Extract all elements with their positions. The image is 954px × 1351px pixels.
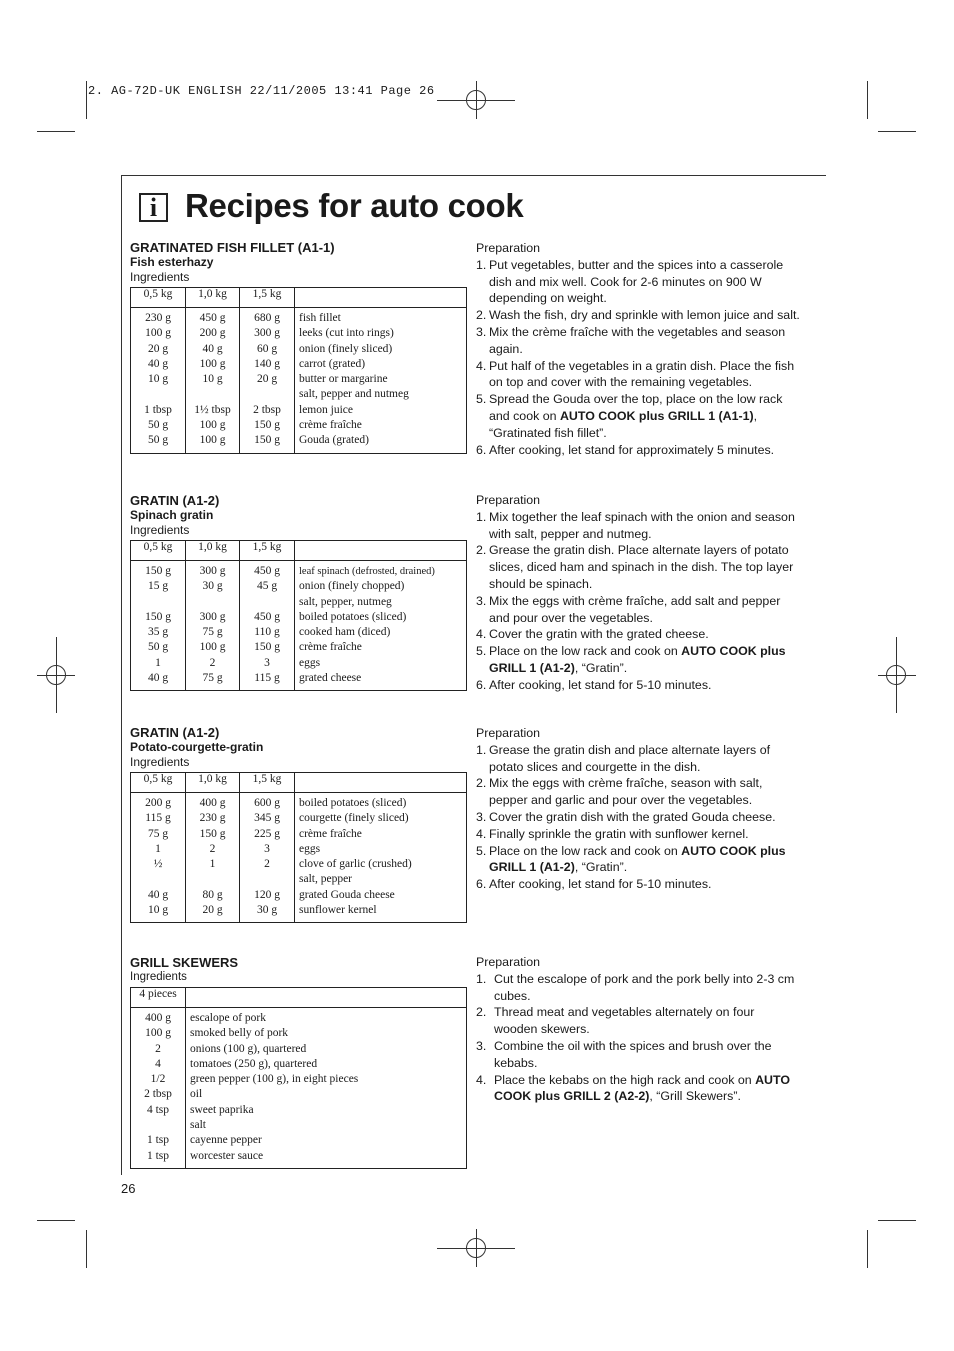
list-item: 3. Cover the gratin dish with the grated Gouda cheese. [476, 809, 776, 824]
list-item: 2. Mix the eggs with crème fraîche, season with salt, pepper and garlic and pour over the vegetables. [476, 776, 763, 808]
column-header [295, 541, 467, 561]
recipe-title: GRATIN (A1-2) [130, 493, 220, 508]
list-item: 4. Put half of the vegetables in a gratin dish. Place the fish on top and cover with the remaining vegetables. [476, 358, 795, 390]
table-row: 1 tsp cayenne pepper [131, 1133, 467, 1148]
column-header: 0,5 kg [131, 773, 186, 793]
table-row: 35 g 75 g 110 g cooked ham (diced) [131, 625, 467, 640]
recipe-subtitle: Potato-courgette-gratin [130, 740, 264, 754]
preparation-steps [476, 954, 801, 1105]
table-row: 1 tbsp 1½ tbsp 2 tbsp lemon juice [131, 403, 467, 418]
table-row: 115 g 230 g 345 g courgette (finely sliced) [131, 811, 467, 826]
table-row: 40 g 80 g 120 g grated Gouda cheese [131, 888, 467, 903]
table-row: 2 onions (100 g), quartered [131, 1042, 467, 1057]
list-item: 3. Combine the oil with the spices and brush over the kebabs. [476, 1038, 772, 1070]
crop-mark [86, 81, 87, 119]
table-row: 75 g 150 g 225 g crème fraîche [131, 827, 467, 842]
crop-mark [878, 1220, 916, 1221]
column-header [186, 988, 467, 1008]
recipe-title: GRATINATED FISH FILLET (A1-1) [130, 240, 335, 255]
table-row: 1 2 3 eggs [131, 656, 467, 671]
column-header [295, 773, 467, 793]
list-item: 1. Grease the gratin dish and place alternate layers of potato slices and courgette in the dish. [476, 742, 771, 774]
crop-mark [878, 131, 916, 132]
table-row: salt, pepper and nutmeg [131, 387, 467, 402]
list-item: 1. Cut the escalope of pork and the pork belly into 2-3 cm cubes. [476, 971, 795, 1003]
table-row: 150 g 300 g 450 g boiled potatoes (sliced) [131, 610, 467, 625]
preparation-label: Preparation [476, 726, 541, 740]
preparation-steps [476, 492, 801, 694]
page-frame-left [121, 175, 122, 1175]
list-item: 6. After cooking, let stand for 5-10 minutes. [476, 877, 712, 892]
table-row: 100 g 200 g 300 g leeks (cut into rings) [131, 326, 467, 341]
table-row: 10 g 20 g 30 g sunflower kernel [131, 903, 467, 923]
crop-mark [37, 1220, 75, 1221]
column-header: 1,0 kg [186, 773, 240, 793]
info-icon: i [139, 193, 168, 222]
table-row: salt [131, 1118, 467, 1133]
list-item: 6. After cooking, let stand for 5-10 minutes. [476, 677, 712, 692]
page-title: Recipes for auto cook [185, 187, 524, 224]
column-header: 1,5 kg [240, 773, 295, 793]
list-item: 2. Grease the gratin dish. Place alternate layers of potato slices, diced ham and spinach in the dish. The top layer should be spinach. [476, 543, 794, 591]
table-row: 15 g 30 g 45 g onion (finely chopped) [131, 579, 467, 594]
table-row: 40 g 75 g 115 g grated cheese [131, 671, 467, 691]
printer-slug: 2. AG-72D-UK ENGLISH 22/11/2005 13:41 Page 26 [88, 84, 435, 98]
table-row: 4 tsp sweet paprika [131, 1103, 467, 1118]
column-header: 4 pieces [131, 988, 186, 1008]
table-row: 100 g smoked belly of pork [131, 1026, 467, 1041]
list-item: 1. Put vegetables, butter and the spices into a casserole dish and mix well. Cook for 2-6 minutes on 900 W depending on weight. [476, 257, 784, 306]
table-row: 10 g 10 g 20 g butter or margarine [131, 372, 467, 387]
list-item: 4. Cover the gratin with the grated cheese. [476, 627, 709, 642]
ingredients-table [130, 987, 467, 1169]
column-header: 1,5 kg [240, 288, 295, 308]
recipe-title: GRATIN (A1-2) [130, 725, 220, 740]
preparation-steps [476, 240, 801, 458]
list-item: 5. Place on the low rack and cook on AUTO COOK plus GRILL 1 (A1-2), “Gratin”. [476, 644, 786, 675]
list-item: 3. Mix the crème fraîche with the vegetables and season again. [476, 324, 786, 356]
preparation-label: Preparation [476, 241, 541, 255]
page-frame-top [121, 175, 826, 176]
registration-mark [466, 90, 486, 110]
list-item: 2. Wash the fish, dry and sprinkle with lemon juice and salt. [476, 308, 800, 323]
preparation-label: Preparation [476, 493, 541, 507]
crop-mark [867, 1230, 868, 1268]
ingredients-table [130, 540, 467, 691]
list-item: 1. Mix together the leaf spinach with the onion and season with salt, pepper and nutmeg. [476, 509, 795, 541]
table-row: salt, pepper [131, 872, 467, 887]
column-header: 0,5 kg [131, 288, 186, 308]
table-row: 40 g 100 g 140 g carrot (grated) [131, 357, 467, 372]
list-item: 6. After cooking, let stand for approximately 5 minutes. [476, 442, 775, 457]
column-header: 1,0 kg [186, 541, 240, 561]
table-row: 20 g 40 g 60 g onion (finely sliced) [131, 342, 467, 357]
page-number: 26 [121, 1181, 136, 1196]
list-item: 5. Place on the low rack and cook on AUTO COOK plus GRILL 1 (A1-2), “Gratin”. [476, 843, 786, 875]
list-item: 5. Spread the Gouda over the top, place on the low rack and cook on AUTO COOK plus GRILL 1 (A1-1), “Gratinated fish fillet”. [476, 392, 783, 440]
table-row: 50 g 100 g 150 g Gouda (grated) [131, 433, 467, 453]
recipe-title: GRILL SKEWERS [130, 955, 239, 970]
table-row: 1 tsp worcester sauce [131, 1149, 467, 1169]
column-header: 1,0 kg [186, 288, 240, 308]
table-row: 2 tbsp oil [131, 1087, 467, 1102]
recipe-block [130, 955, 470, 1169]
table-row: 230 g 450 g 680 g fish fillet [131, 308, 467, 327]
list-item: 4. Place the kebabs on the high rack and cook on AUTO COOK plus GRILL 2 (A2-2), “Grill Skewers”. [476, 1072, 790, 1104]
table-row: 50 g 100 g 150 g crème fraîche [131, 418, 467, 433]
list-item: 3. Mix the eggs with crème fraîche, add salt and pepper and pour over the vegetables. [476, 593, 781, 625]
preparation-label: Preparation [476, 955, 541, 969]
column-header: 1,5 kg [240, 541, 295, 561]
registration-mark [886, 665, 906, 685]
table-row: ½ 1 2 clove of garlic (crushed) [131, 857, 467, 872]
recipe-block [130, 725, 470, 923]
table-row: 1/2 green pepper (100 g), in eight pieces [131, 1072, 467, 1087]
crop-mark [37, 131, 75, 132]
recipe-block [130, 240, 470, 454]
column-header: 0,5 kg [131, 541, 186, 561]
table-row: salt, pepper, nutmeg [131, 595, 467, 610]
ingredients-label: Ingredients [130, 971, 187, 983]
ingredients-table [130, 772, 467, 923]
crop-mark [86, 1230, 87, 1268]
table-row: 200 g 400 g 600 g boiled potatoes (sliced) [131, 793, 467, 812]
table-row: 400 g escalope of pork [131, 1008, 467, 1027]
table-row: 150 g 300 g 450 g leaf spinach (defrosted, drained) [131, 561, 467, 580]
column-header [295, 288, 467, 308]
table-row: 4 tomatoes (250 g), quartered [131, 1057, 467, 1072]
table-row: 50 g 100 g 150 g crème fraîche [131, 640, 467, 655]
table-row: 1 2 3 eggs [131, 842, 467, 857]
crop-mark [867, 81, 868, 119]
ingredients-label: Ingredients [130, 755, 190, 769]
list-item: 2. Thread meat and vegetables alternately on four wooden skewers. [476, 1005, 755, 1037]
recipe-subtitle: Spinach gratin [130, 508, 214, 522]
list-item: 4. Finally sprinkle the gratin with sunflower kernel. [476, 826, 749, 841]
registration-mark [46, 665, 66, 685]
ingredients-label: Ingredients [130, 523, 190, 537]
recipe-subtitle: Fish esterhazy [130, 255, 214, 269]
ingredients-table [130, 287, 467, 454]
recipe-block [130, 493, 470, 691]
registration-mark [466, 1238, 486, 1258]
preparation-steps [476, 725, 801, 893]
ingredients-label: Ingredients [130, 270, 190, 284]
